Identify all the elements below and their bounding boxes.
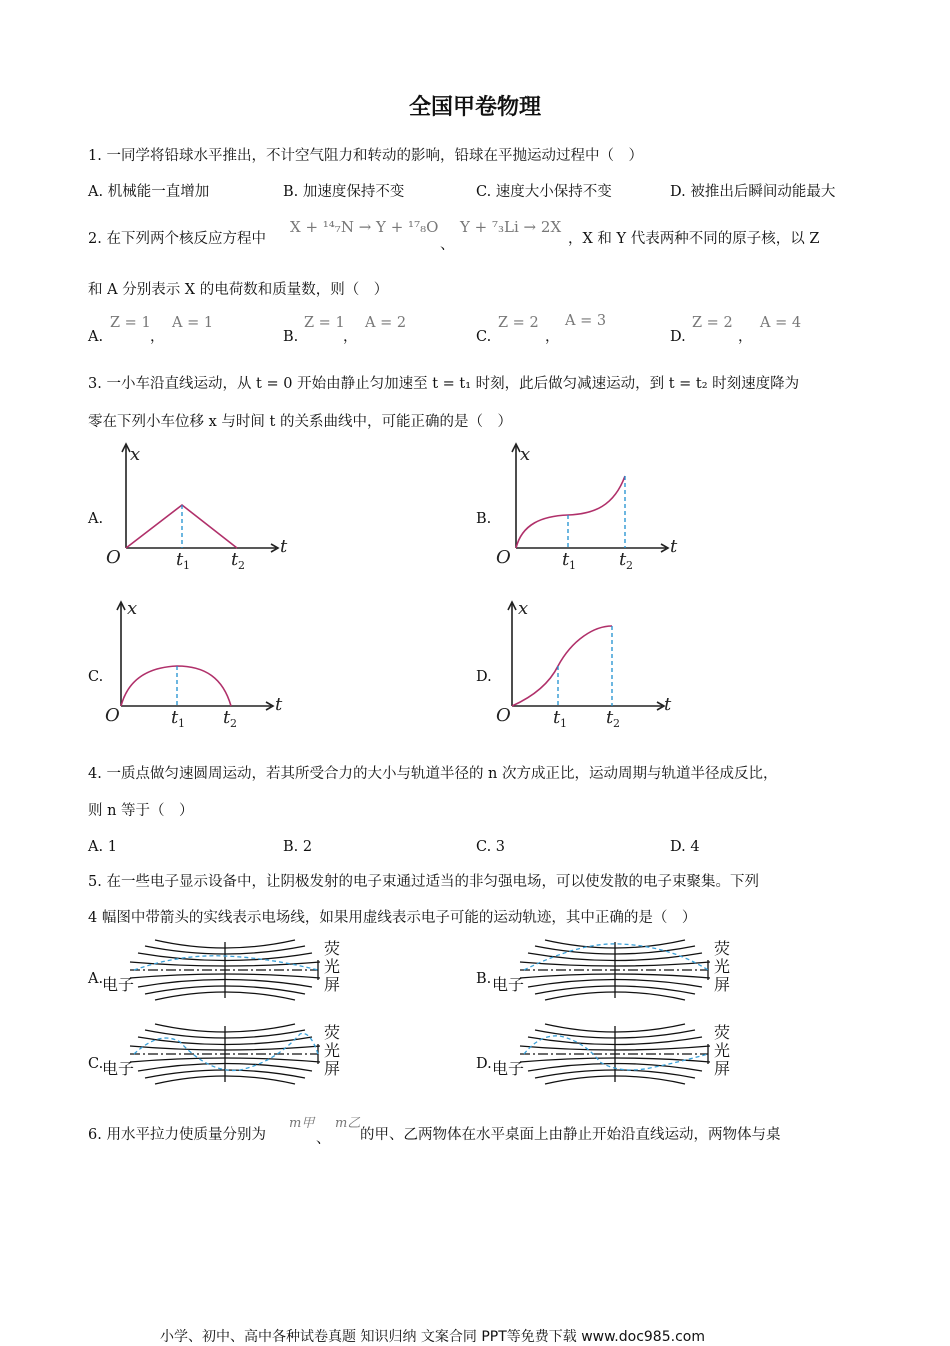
graph-d [486,598,686,733]
t1-label: t [176,549,184,570]
curve [512,626,612,706]
y-label: x [127,598,138,619]
curve [516,476,625,548]
q1-option-a: A. 机械能一直增加 [88,184,210,200]
q2-option-a-comma: ， [150,329,165,345]
q2-option-a-a: A = 1 [172,315,214,331]
t2-label: t [606,707,614,728]
q2-option-d-z: Z = 2 [692,315,733,331]
t1-subscript: 1 [569,559,576,572]
t2-subscript: 2 [230,717,237,730]
q2-separator: 、 [440,237,455,253]
t1-subscript: 1 [178,717,185,730]
t1-subscript: 1 [183,559,190,572]
t1-label: t [562,549,570,570]
q2-option-c-comma: ， [545,329,560,345]
q1-option-d: D. 被推出后瞬间动能最大 [670,184,836,200]
q6-separator: 、 [316,1131,331,1147]
q3-stem-b: 零在下列小车位移 x 与时间 t 的关系曲线中，可能正确的是（ ） [88,414,512,430]
screen-char-1: 荧 [324,1023,341,1042]
q2-stem-b: ，X 和 Y 代表两种不同的原子核，以 Z [568,231,820,247]
y-label: x [518,598,529,619]
t2-subscript: 2 [238,559,245,572]
origin-label: O [496,547,511,568]
q6-mass-2: m乙 [335,1116,361,1131]
t1-label: t [171,707,179,728]
q2-option-c-letter: C. [476,329,492,345]
q1-option-c: C. 速度大小保持不变 [476,184,612,200]
t2-label: t [619,549,627,570]
x-label: t [664,694,672,715]
q6-stem-b: 的甲、乙两物体在水平桌面上由静止开始沿直线运动，两物体与桌 [360,1127,781,1143]
field-diagram-a [100,938,350,1006]
q5-label-a: A. [88,971,104,987]
q3-label-b: B. [476,511,492,527]
x-label: t [670,536,678,557]
q2-stem-c: 和 A 分别表示 X 的电荷数和质量数，则（ ） [88,282,389,298]
q6-mass-1: m甲 [289,1116,315,1131]
q3-label-a: A. [88,511,104,527]
q2-option-c-z: Z = 2 [498,315,539,331]
field-diagram-b [490,938,740,1006]
q1-stem: 1. 一同学将铅球水平推出，不计空气阻力和转动的影响，铅球在平抛运动过程中（ ） [88,148,643,164]
q2-stem-a: 2. 在下列两个核反应方程中 [88,231,266,247]
graph-c [95,598,295,733]
screen-char-1: 荧 [714,1023,731,1042]
graph-a [100,440,300,575]
electron-label: 电子 [492,1059,525,1078]
trajectory [134,1033,318,1070]
screen-char-2: 光 [324,957,341,976]
q4-stem-b: 则 n 等于（ ） [88,803,194,819]
field-diagram-c [100,1022,350,1090]
screen-char-2: 光 [714,957,731,976]
q4-stem-a: 4. 一质点做匀速圆周运动，若其所受合力的大小与轨道半径的 n 次方成正比，运动周期与轨道半径成反比， [88,766,778,782]
curve [121,666,231,706]
origin-label: O [496,705,511,726]
screen-char-3: 屏 [324,975,341,994]
q5-label-c: C. [88,1056,104,1072]
screen-char-3: 屏 [324,1059,341,1078]
origin-label: O [105,705,120,726]
q3-label-c: C. [88,669,104,685]
electron-label: 电子 [102,1059,135,1078]
q2-option-b-z: Z = 1 [304,315,345,331]
t2-subscript: 2 [626,559,633,572]
q2-option-a-letter: A. [88,329,104,345]
page-title: 全国甲卷物理 [408,95,541,120]
screen-char-3: 屏 [714,975,731,994]
q2-equation-1: X + ¹⁴₇N → Y + ¹⁷₈O [290,218,439,236]
q2-option-c-a: A = 3 [565,313,607,329]
q2-option-b-letter: B. [283,329,299,345]
trajectory [134,956,318,970]
q6-stem-a: 6. 用水平拉力使质量分别为 [88,1127,266,1143]
electron-label: 电子 [492,975,525,994]
q2-equation-2: Y + ⁷₃Li → 2X [460,218,562,236]
q3-stem-a: 3. 一小车沿直线运动，从 t = 0 开始由静止匀加速至 t = t₁ 时刻，此后做匀减速运动，到 t = t₂ 时刻速度降为 [88,376,800,392]
screen-char-2: 光 [714,1041,731,1060]
x-label: t [275,694,283,715]
q1-option-b: B. 加速度保持不变 [283,184,405,200]
q4-option-b: B. 2 [283,839,313,855]
electron-label: 电子 [102,975,135,994]
q2-option-b-a: A = 2 [365,315,407,331]
q2-option-a-z: Z = 1 [110,315,151,331]
t1-label: t [553,707,561,728]
q3-label-d: D. [476,669,492,685]
graph-b [490,440,690,575]
y-label: x [520,444,531,465]
q5-label-b: B. [476,971,492,987]
q4-option-a: A. 1 [88,839,117,855]
x-label: t [280,536,288,557]
screen-char-3: 屏 [714,1059,731,1078]
q2-option-d-comma: ， [738,329,753,345]
q2-option-b-comma: ， [343,329,358,345]
y-label: x [130,444,141,465]
q2-option-d-a: A = 4 [760,315,802,331]
t2-label: t [231,549,239,570]
footer-text: 小学、初中、高中各种试卷真题 知识归纳 文案合同 PPT等免费下载 www.doc985.com [160,1329,705,1345]
field-diagram-d [490,1022,740,1090]
screen-char-1: 荧 [324,939,341,958]
t1-subscript: 1 [560,717,567,730]
q5-stem-b: 4 幅图中带箭头的实线表示电场线，如果用虚线表示电子可能的运动轨迹，其中正确的是（ ） [88,910,697,926]
t2-subscript: 2 [613,717,620,730]
screen-char-1: 荧 [714,939,731,958]
q5-stem-a: 5. 在一些电子显示设备中，让阴极发射的电子束通过适当的非匀强电场，可以使发散的电子束聚集。下列 [88,874,759,890]
t2-label: t [223,707,231,728]
q4-option-d: D. 4 [670,839,700,855]
q2-option-d-letter: D. [670,329,686,345]
screen-char-2: 光 [324,1041,341,1060]
q4-option-c: C. 3 [476,839,506,855]
q5-label-d: D. [476,1056,492,1072]
origin-label: O [106,547,121,568]
